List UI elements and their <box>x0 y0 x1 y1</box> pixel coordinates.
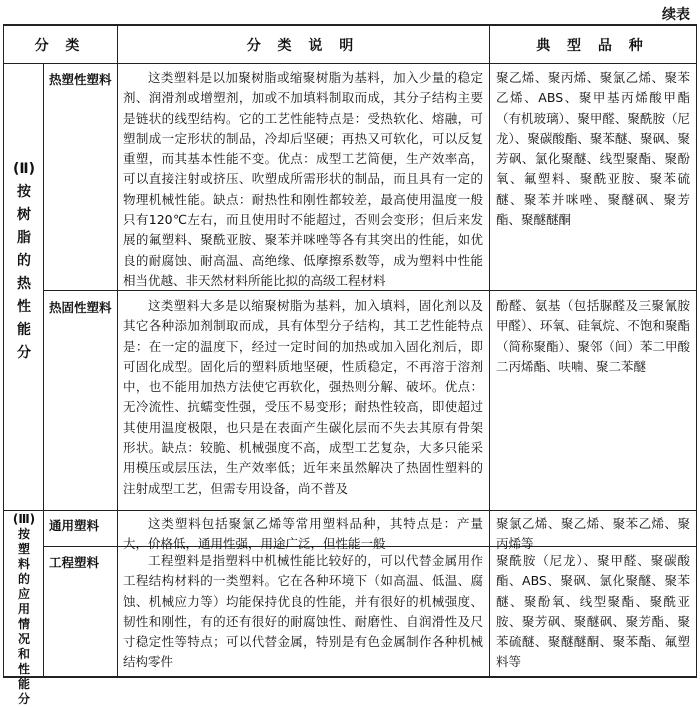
group-label-char: 分 <box>17 692 30 706</box>
group-label-char: 按 <box>17 184 31 200</box>
column-divider <box>489 26 490 676</box>
group-label-char: 脂 <box>17 230 31 246</box>
group-label-char: 能 <box>17 322 31 338</box>
header-category: 分 类 <box>34 37 86 54</box>
group-label-char: 应 <box>17 587 30 601</box>
group-label-char: 热 <box>17 276 31 292</box>
row-typical-engineering: 聚酰胺（尼龙）、聚甲醛、聚碳酸酯、ABS、聚砜、氯化聚醚、聚苯醚、聚酚氧、线型聚酯、聚酰亚胺、聚芳砜、聚醚砜、聚芳酯、聚苯硫醚、聚醚醚酮、聚苯酯、氟塑料等 <box>496 553 690 670</box>
row-typical-thermoset: 酚醛、氨基（包括脲醛及三聚氰胺甲醛）、环氧、硅氧烷、不饱和聚酯（简称聚酯）、聚邻（间）苯二甲酸二丙烯酯、呋喃、聚二苯醚 <box>496 298 690 374</box>
group-label-char: (Ⅲ) <box>12 512 36 526</box>
classification-table <box>3 24 697 706</box>
row-name-thermoset: 热固性塑料 <box>49 300 112 315</box>
row-name-general: 通用塑料 <box>49 518 100 533</box>
header-typical: 典 型 品 种 <box>536 37 649 54</box>
column-divider <box>117 26 118 676</box>
group-label-thermal <box>5 158 43 365</box>
row-description-thermoplastic: 这类塑料是以加聚树脂或缩聚树脂为基料，加入少量的稳定剂、润滑剂或增塑剂，加或不加填料制取而成，其分子结构主要是链状的线型结构。它的工艺性能特点是：受热软化、熔融，可塑制成一定形状的制品，冷却后坚硬；再热又可软化，可以反复重塑，而其基本性能不变。优点：成型工艺简便，生产效率高，可以直接注射或挤压、吹塑成所需形状的制品，而且具有一定的物理机械性能。缺点：耐热性和刚性都较差，最高使用温度一般只有120℃左右，而且使用时不能超过，否则会变形；但后来发展的氟塑料、聚酰亚胺、聚苯并咪唑等各有其突出的性能，如优良的耐腐蚀、耐高温、高绝缘、低摩擦系数等，成为塑料中性能相当优越、非天然材料所能比拟的高级工程材料 <box>123 70 483 288</box>
group-label-char: 按 <box>17 527 30 541</box>
group-label-char: 能 <box>17 677 30 691</box>
row-typical-thermoplastic: 聚乙烯、聚丙烯、聚氯乙烯、聚苯乙烯、ABS、聚甲基丙烯酸甲酯（有机玻璃）、聚甲醛、聚酰胺（尼龙）、聚碳酸酯、聚苯醚、聚砜、聚芳砜、氯化聚醚、线型聚酯、聚酚氧、氟塑料、聚酰亚胺、聚苯硫醚、聚苯并咪唑、聚醚砜、聚芳酯、聚醚醚酮 <box>496 70 690 228</box>
group-label-char: (Ⅱ) <box>12 161 36 177</box>
row-description-engineering: 工程塑料是指塑料中机械性能比较好的，可以代替金属用作工程结构材料的一类塑料。它在各种环境下（如高温、低温、腐蚀、机械应力等）均能保持优良的性能，并有很好的机械强度、韧性和刚性，有的还有很好的耐腐蚀性、耐磨性、自润滑性及尺寸稳定性等特点；可以代替金属，特别是有色金属制作各种机械结构零件 <box>123 553 483 670</box>
group-label-char: 用 <box>17 602 30 616</box>
group-label-char: 塑 <box>17 542 30 556</box>
table-border-right <box>696 26 697 676</box>
row-description-general: 这类塑料包括聚氯乙烯等常用塑料品种，其特点是：产量大，价格低，通用性强，用途广泛，但性能一般 <box>123 516 483 552</box>
continued-label: 续表 <box>662 7 690 23</box>
group-label-application <box>4 512 44 707</box>
group-label-char: 的 <box>17 572 30 586</box>
row-description-thermoset: 这类塑料大多是以缩聚树脂为基料，加入填料，固化剂以及其它各种添加剂制取而成，具有体型分子结构，其工艺性能特点是：在一定的温度下，经过一定时间的加热或加入固化剂后，即可固化成型。固化后的塑料质地坚硬，性质稳定，不再溶于溶剂中，也不能用加热方法使它再软化，强热则分解、破坏。优点：无冷流性、抗蠕变性强，受压不易变形；耐热性较高，即使超过其使用温度极限，也只是在表面产生碳化层而不失去其原有骨架形状。缺点：较脆、机械强度不高，成型工艺复杂，大多只能采用模压或层压法，生产效率低；近年来虽然解决了热固性塑料的注射成型工艺，但需专用设备，尚不普及 <box>123 298 483 496</box>
group-label-char: 料 <box>17 557 30 571</box>
row-name-engineering: 工程塑料 <box>49 555 100 570</box>
group-label-char: 树 <box>17 207 31 223</box>
group-label-char: 性 <box>17 662 30 676</box>
group-label-char: 分 <box>17 345 31 361</box>
group-label-char: 况 <box>17 632 30 646</box>
group-label-char: 的 <box>17 253 31 269</box>
row-typical-general: 聚氯乙烯、聚乙烯、聚苯乙烯、聚丙烯等 <box>496 516 690 552</box>
group-label-char: 和 <box>17 647 30 661</box>
group-label-char: 性 <box>17 299 31 315</box>
group-divider <box>3 510 697 511</box>
group-label-char: 情 <box>17 617 30 631</box>
header-description: 分 类 说 明 <box>246 37 360 54</box>
row-name-thermoplastic: 热塑性塑料 <box>49 72 112 87</box>
header-divider <box>3 63 697 64</box>
